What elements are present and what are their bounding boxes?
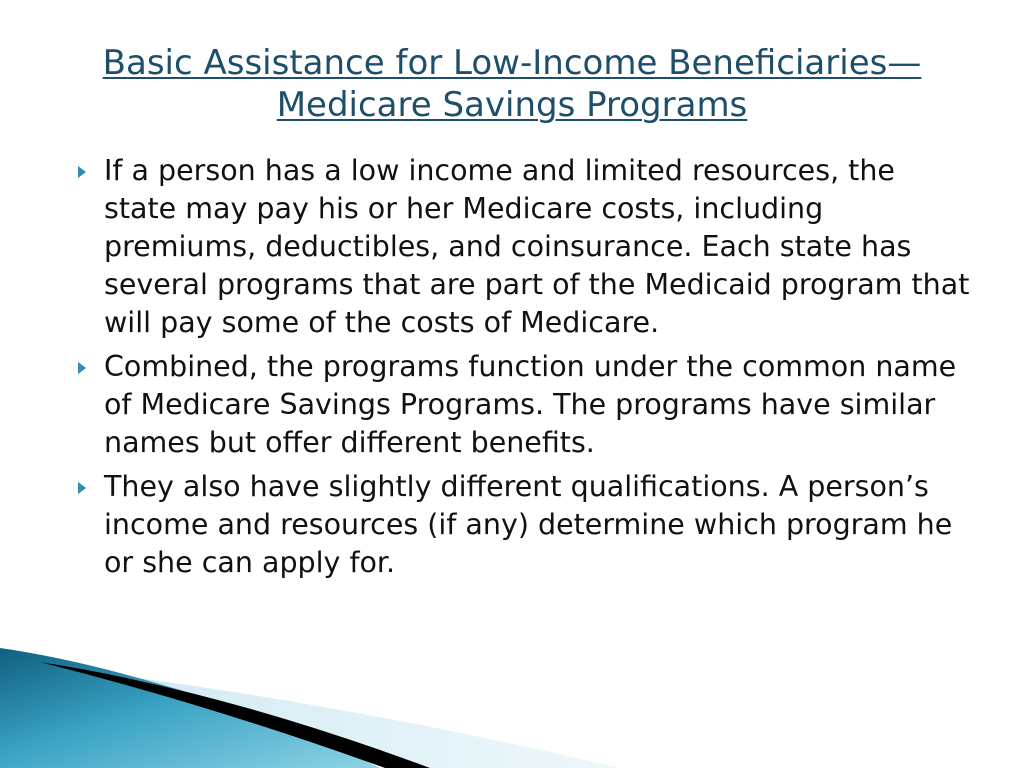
swoosh-light-band: [60, 668, 620, 768]
triangle-right-icon: [78, 482, 86, 494]
bullet-item: [74, 468, 974, 582]
bullet-text: They also have slightly different qualifications. A person’s income and resources (if any) determine which program he or she can apply for.: [104, 470, 953, 579]
swoosh-blue-wedge: [0, 648, 380, 768]
bullet-text: If a person has a low income and limited resources, the state may pay his or her Medicare costs, including premiums, deductibles, and coinsurance. Each state has several programs that are part of the Medicaid program that will pay some of the costs of Medicare.: [104, 154, 970, 339]
bullet-item: [74, 152, 974, 342]
bullet-item: [74, 348, 974, 462]
bullet-list: [74, 152, 974, 588]
triangle-right-icon: [78, 362, 86, 374]
triangle-right-icon: [78, 166, 86, 178]
bullet-text: Combined, the programs function under the common name of Medicare Savings Programs. The programs have similar names but offer different benefits.: [104, 350, 957, 459]
swoosh-black-stroke: [40, 662, 430, 768]
slide-title: Basic Assistance for Low-Income Beneficiaries—Medicare Savings Programs: [102, 43, 922, 125]
